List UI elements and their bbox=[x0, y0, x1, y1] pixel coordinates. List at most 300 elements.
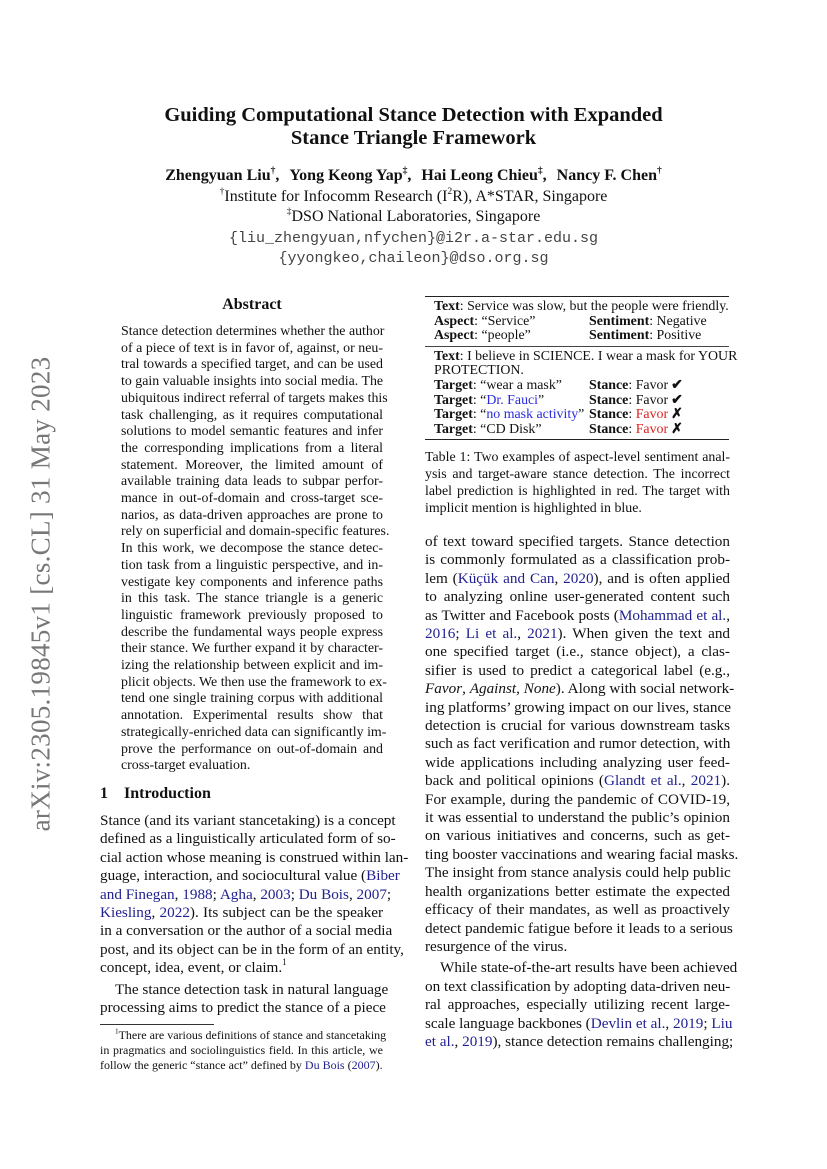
text-value: : I believe in SCIENCE. I wear a mask for YOUR bbox=[459, 348, 738, 364]
sentiment-cell bbox=[589, 315, 707, 330]
text-line bbox=[425, 551, 730, 569]
text-line bbox=[425, 662, 730, 680]
target-cell bbox=[434, 408, 589, 423]
quote: ” bbox=[555, 377, 562, 393]
text-run: in a conversation or the author of a social media bbox=[100, 922, 393, 940]
text-run: health organizations better estimate the expected bbox=[425, 882, 730, 900]
sentiment-label: Sentiment bbox=[589, 328, 650, 344]
author-name: Nancy F. Chen bbox=[556, 167, 657, 184]
text-run: scale language backbones ( bbox=[425, 1014, 591, 1032]
text-line bbox=[425, 735, 730, 753]
text-run: solutions to model semantic features and infer bbox=[121, 424, 383, 440]
text-line bbox=[425, 607, 730, 625]
text-run: ). Its subject can be the speaker bbox=[189, 904, 383, 922]
text-run: resurgence of the virus. bbox=[425, 937, 568, 955]
affiliations bbox=[0, 187, 827, 226]
text-line bbox=[100, 959, 383, 977]
text-run: cial action whose meaning is construed within lan- bbox=[100, 848, 409, 866]
sentiment-value: : Negative bbox=[649, 313, 707, 329]
arxiv-stamp: arXiv:2305.19845v1 [cs.CL] 31 May 2023 bbox=[25, 356, 56, 832]
author bbox=[556, 164, 662, 184]
author-separator: , bbox=[275, 167, 280, 184]
text-run: The stance detection task in natural language bbox=[115, 980, 389, 998]
email-line: {liu_zhengyuan,nfychen}@i2r.a-star.edu.sg bbox=[228, 230, 599, 247]
text-line bbox=[121, 374, 383, 391]
text-run: mance in out-of-domain and cross-target sce- bbox=[121, 491, 383, 507]
text-run: ). bbox=[721, 772, 730, 790]
abstract-body bbox=[121, 324, 390, 775]
text-run: ; bbox=[212, 885, 220, 903]
target-cell bbox=[434, 423, 589, 438]
text-run: concept, idea, event, or claim. bbox=[100, 959, 283, 977]
citation-link[interactable]: 2007 bbox=[351, 1057, 376, 1072]
text-run: Stance detection determines whether the author bbox=[121, 324, 385, 339]
caption-line: Table 1: Two examples of aspect-level sentiment anal- bbox=[425, 450, 730, 466]
introduction-body bbox=[100, 812, 409, 1017]
text-run: detect pandemic fatigue before it leads to a serious bbox=[425, 919, 733, 937]
text-run: annotation. Experimental results show that bbox=[121, 708, 383, 724]
target-value: CD Disk bbox=[486, 421, 536, 437]
aspect-cell bbox=[434, 315, 589, 330]
text-line bbox=[121, 524, 390, 541]
text-run: tral towards a specified target, and can be used bbox=[121, 357, 383, 373]
right-column-body bbox=[425, 532, 739, 1051]
text-run: the corresponding implications from a literal bbox=[121, 440, 383, 456]
stance-cell bbox=[589, 408, 683, 423]
text-run: in pragmatics and sociolinguistics field. In this article, we bbox=[100, 1043, 383, 1058]
text-run: ). Along with social network- bbox=[555, 680, 735, 698]
text-run: in this task. The stance triangle is a generic bbox=[121, 591, 383, 607]
aspect-label: Aspect bbox=[434, 328, 475, 344]
text-line bbox=[121, 424, 383, 441]
text-run: linguistic framework previously proposed to bbox=[121, 607, 383, 623]
target-row bbox=[434, 394, 723, 409]
text-run: plicit objects. We then use the framework to ex- bbox=[121, 674, 387, 690]
aspect-value: : “Service” bbox=[474, 313, 536, 329]
affiliation-text: Institute for Infocomm Research (I bbox=[224, 188, 448, 205]
author-list bbox=[0, 164, 827, 185]
text-line bbox=[425, 625, 730, 643]
title-line: Guiding Computational Stance Detection with Expanded bbox=[164, 104, 663, 126]
cross-icon: ✗ bbox=[671, 421, 683, 437]
citation-link[interactable]: 2021 bbox=[527, 625, 558, 642]
text-run: as Twitter and Facebook posts ( bbox=[425, 606, 619, 624]
section-number: 1 bbox=[100, 785, 108, 802]
paragraph bbox=[100, 980, 389, 1018]
text-line bbox=[425, 845, 739, 864]
text-run: ), and is often applied bbox=[593, 569, 731, 587]
right-column bbox=[425, 296, 739, 1051]
text-line bbox=[425, 533, 730, 551]
affiliation bbox=[0, 207, 827, 227]
text-line bbox=[100, 830, 396, 848]
text-line bbox=[121, 625, 383, 642]
citation-link[interactable]: Liu bbox=[711, 1014, 733, 1032]
caption-line: implicit mention is highlighted in blue. bbox=[425, 501, 642, 517]
text-run: ( bbox=[344, 1057, 352, 1072]
text-line bbox=[121, 541, 383, 558]
target-value: Dr. Fauci bbox=[486, 392, 539, 408]
abstract-heading: Abstract bbox=[222, 296, 282, 313]
quote: ” bbox=[538, 392, 545, 408]
author bbox=[421, 164, 543, 184]
text-run: statement. Moreover, the limited amount of bbox=[121, 457, 383, 473]
superscript: 2 bbox=[447, 185, 453, 197]
footnote-marker: 1 bbox=[282, 957, 287, 968]
text-line bbox=[100, 885, 392, 904]
target-label: Target bbox=[434, 377, 473, 393]
text-run: In this work, we decompose the stance detec- bbox=[121, 541, 383, 557]
target-row bbox=[434, 408, 723, 423]
text-line bbox=[121, 458, 383, 475]
text-line bbox=[121, 742, 383, 759]
text-run: Stance (and its variant stancetaking) is a concept bbox=[100, 812, 396, 829]
text-run: ), stance detection remains challenging; bbox=[492, 1032, 734, 1050]
title-line: Stance Triangle Framework bbox=[290, 127, 537, 149]
stance-cell bbox=[589, 423, 683, 438]
text-line bbox=[100, 922, 393, 940]
text-line bbox=[121, 608, 383, 625]
text-line bbox=[121, 408, 383, 425]
text-run: of text toward specified targets. Stance detection bbox=[425, 532, 730, 550]
example-text bbox=[434, 348, 738, 365]
text-line bbox=[121, 390, 388, 408]
stance-value: Favor bbox=[635, 377, 669, 393]
target-label: Target bbox=[434, 392, 473, 408]
table-1 bbox=[425, 296, 738, 440]
text-line bbox=[425, 959, 738, 977]
affiliation-text: DSO National Laboratories, Singapore bbox=[291, 207, 541, 225]
email-line: {yyongkeo,chaileon}@dso.org.sg bbox=[278, 249, 549, 267]
text-run: , bbox=[681, 772, 691, 790]
citation-link[interactable]: Mohammad et al. bbox=[618, 606, 727, 624]
text-run: izing the relationship between explicit and im- bbox=[121, 658, 383, 674]
stance-value: Favor bbox=[635, 407, 669, 423]
text-line bbox=[425, 883, 730, 901]
text-line bbox=[425, 570, 730, 588]
text-run: , bbox=[174, 885, 183, 903]
checkmark-icon: ✔ bbox=[671, 392, 683, 408]
text-line bbox=[121, 324, 383, 341]
paragraph bbox=[425, 959, 738, 1051]
citation-link[interactable]: 2022 bbox=[159, 904, 190, 922]
target-value: no mask activity bbox=[486, 407, 579, 423]
text-run: , bbox=[554, 569, 564, 587]
affiliation-mark: ‡ bbox=[286, 205, 292, 217]
stance-value: Favor bbox=[635, 421, 669, 437]
citation-link[interactable]: et al. bbox=[425, 1032, 455, 1050]
sentiment-cell bbox=[589, 329, 701, 344]
footnote-divider bbox=[100, 1024, 214, 1025]
example-text-cont: PROTECTION. bbox=[434, 363, 524, 379]
target-cell bbox=[434, 379, 589, 394]
text-run: such as fact verification and rumor detection, with bbox=[425, 735, 731, 753]
text-line bbox=[121, 724, 387, 742]
text-run: to analyzing online user-generated content such bbox=[425, 588, 730, 606]
target-label: Target bbox=[434, 407, 473, 423]
text-run: wide applications including analyzing user feed- bbox=[425, 753, 730, 771]
text-line bbox=[121, 508, 383, 525]
text-line bbox=[425, 772, 730, 790]
text-run: their stance. We further expand it by character- bbox=[121, 641, 383, 657]
text-line bbox=[425, 643, 730, 661]
citation-link[interactable]: 2007 bbox=[356, 885, 387, 903]
stance-label: Stance bbox=[589, 421, 629, 437]
text-line bbox=[121, 357, 383, 374]
author bbox=[165, 164, 276, 184]
citation-link[interactable]: 2019 bbox=[672, 1014, 704, 1032]
example-text bbox=[434, 299, 729, 315]
text-run: ting booster vaccinations and wearing facial masks. bbox=[425, 845, 739, 863]
text-run: , bbox=[517, 625, 528, 642]
paragraph bbox=[121, 324, 390, 775]
paragraph bbox=[425, 532, 739, 956]
section-title: Introduction bbox=[124, 785, 211, 802]
text-run: , bbox=[151, 904, 160, 922]
paragraph bbox=[100, 812, 409, 978]
text-run: cross-target evaluation. bbox=[121, 758, 251, 774]
text-line bbox=[121, 658, 383, 675]
text-run: For example, during the pandemic of COVID-19, bbox=[425, 790, 730, 808]
author-name: Zhengyuan Liu bbox=[165, 167, 271, 184]
italic-text: Favor bbox=[425, 680, 463, 698]
text-line bbox=[100, 867, 400, 885]
text-run: ; bbox=[290, 885, 299, 903]
text-run: While state-of-the-art results have been achieved bbox=[440, 959, 738, 977]
citation-link[interactable]: and Finegan bbox=[100, 885, 175, 903]
text-run: one specified target (i.e., stance object), a clas- bbox=[425, 643, 730, 661]
aspect-row bbox=[434, 315, 723, 330]
text-line bbox=[121, 575, 383, 592]
text-line bbox=[100, 848, 409, 867]
text-run: strategically-enriched data can significantly im- bbox=[121, 724, 387, 740]
sentiment-value: : Positive bbox=[649, 328, 702, 344]
text-line bbox=[121, 491, 383, 508]
target-label: Target bbox=[434, 421, 473, 437]
citation-link[interactable]: Biber bbox=[366, 867, 400, 885]
text-run: , bbox=[665, 1014, 673, 1032]
colon: : bbox=[628, 392, 636, 408]
text-line bbox=[425, 827, 730, 845]
citation-link[interactable]: 2016 bbox=[425, 625, 456, 642]
citation-link[interactable]: 1988 bbox=[182, 885, 213, 903]
aspect-label: Aspect bbox=[434, 313, 475, 329]
text-line bbox=[425, 919, 733, 938]
target-row bbox=[434, 379, 723, 394]
table-caption bbox=[425, 450, 730, 518]
citation-link[interactable]: Devlin et al. bbox=[590, 1014, 666, 1032]
text-label: Text bbox=[434, 299, 460, 314]
text-run: , bbox=[454, 1032, 463, 1050]
citation-link[interactable]: Du Bois bbox=[304, 1057, 345, 1072]
text-line bbox=[100, 940, 404, 959]
aspect-value: : “people” bbox=[474, 328, 531, 344]
text-run: processing aims to predict the stance of a piece bbox=[100, 999, 386, 1017]
citation-link[interactable]: Agha bbox=[219, 885, 253, 903]
target-cell bbox=[434, 394, 589, 409]
author-separator: , bbox=[407, 167, 412, 184]
text-line bbox=[121, 558, 383, 575]
quote: ” bbox=[535, 421, 542, 437]
text-run: post, and its object can be in the form of an entity, bbox=[100, 940, 404, 958]
text-line bbox=[121, 591, 383, 608]
text-line bbox=[425, 680, 735, 698]
quote: : “ bbox=[472, 377, 487, 393]
text-line bbox=[425, 901, 730, 919]
citation-link[interactable]: Li et al. bbox=[465, 625, 518, 642]
colon: : bbox=[628, 407, 636, 423]
author-name: Hai Leong Chieu bbox=[421, 167, 538, 184]
text-run: guage, interaction, and sociocultural value ( bbox=[100, 867, 367, 885]
text-run: describe the fundamental ways people express bbox=[121, 624, 383, 640]
text-run: , bbox=[516, 680, 524, 698]
text-run: lem ( bbox=[425, 569, 458, 587]
aspect-row bbox=[434, 329, 723, 344]
citation-link[interactable]: 2019 bbox=[462, 1032, 493, 1050]
text-run: vestigate key components and inference paths bbox=[121, 574, 383, 590]
affiliation-mark: † bbox=[270, 164, 276, 176]
text-line bbox=[121, 674, 387, 692]
affiliation-mark: † bbox=[656, 164, 662, 176]
citation-link[interactable]: Küçük and Can bbox=[457, 569, 555, 587]
text-line bbox=[425, 1014, 733, 1033]
text-line bbox=[121, 758, 383, 775]
target-rows bbox=[434, 379, 723, 437]
table-example-sentiment bbox=[425, 297, 729, 346]
text-line bbox=[425, 717, 730, 735]
text-run: to gain valuable insights into social media. The bbox=[121, 374, 384, 390]
affiliation-text: R), A*STAR, Singapore bbox=[452, 188, 608, 205]
text-line bbox=[425, 809, 730, 827]
footnote-number: 1 bbox=[115, 1028, 119, 1037]
text-run: , bbox=[726, 606, 730, 624]
text-line bbox=[121, 474, 383, 491]
text-run: ; bbox=[455, 625, 466, 642]
affiliation-mark: ‡ bbox=[402, 164, 408, 176]
text-run: is commonly formulated as a classification prob- bbox=[425, 551, 730, 569]
text-line bbox=[100, 812, 396, 830]
left-column-lower bbox=[100, 784, 409, 1072]
citation-link[interactable]: Du Bois bbox=[298, 885, 349, 903]
author-name: Yong Keong Yap bbox=[289, 167, 403, 184]
text-line bbox=[100, 904, 383, 922]
text-run: on various initiatives and concerns, such as get- bbox=[425, 827, 730, 845]
text-line bbox=[100, 1058, 383, 1073]
text-run: follow the generic “stance act” defined by bbox=[100, 1057, 305, 1072]
text-run: task challenging, as it requires computational bbox=[121, 407, 383, 423]
stance-label: Stance bbox=[589, 377, 629, 393]
text-line bbox=[425, 864, 730, 882]
text-line bbox=[121, 691, 383, 708]
text-line bbox=[425, 938, 730, 956]
text-line bbox=[121, 341, 383, 358]
aspect-cell bbox=[434, 329, 589, 344]
checkmark-icon: ✔ bbox=[671, 377, 683, 393]
text-run: There are various definitions of stance and stancetaking bbox=[118, 1028, 387, 1043]
text-line bbox=[100, 999, 386, 1017]
text-run: of a piece of text is in favor of, against, or neu- bbox=[121, 340, 383, 356]
text-run: tion task from a linguistic perspective, and in- bbox=[121, 557, 383, 573]
quote: : “ bbox=[472, 392, 487, 408]
text-run: detection is crucial for various downstream tasks bbox=[425, 717, 730, 735]
text-run: ; bbox=[703, 1014, 712, 1032]
text-run: , bbox=[348, 885, 357, 903]
emails bbox=[0, 229, 827, 268]
citation-link[interactable]: Kiesling bbox=[100, 904, 152, 922]
text-run: , bbox=[252, 885, 261, 903]
text-run: back and political opinions ( bbox=[425, 772, 604, 790]
text-line bbox=[425, 791, 730, 809]
caption-line: label prediction is highlighted in red. The target with bbox=[425, 484, 730, 500]
text-line bbox=[121, 708, 383, 725]
stance-cell bbox=[589, 379, 683, 394]
table-example-stance bbox=[425, 347, 738, 440]
target-value: wear a mask bbox=[486, 377, 556, 393]
text-run: available training data leads to subpar perfor- bbox=[121, 474, 383, 490]
text-line bbox=[121, 441, 383, 458]
stance-cell bbox=[589, 394, 683, 409]
aspect-rows bbox=[434, 315, 723, 344]
paper-title bbox=[0, 104, 827, 150]
text-line bbox=[121, 641, 383, 658]
text-run: narios, as data-driven approaches are prone to bbox=[121, 507, 383, 523]
quote: : “ bbox=[472, 407, 487, 423]
stance-label: Stance bbox=[589, 407, 629, 423]
text-line bbox=[425, 588, 730, 606]
quote: : “ bbox=[472, 421, 487, 437]
text-line bbox=[425, 978, 730, 996]
cross-icon: ✗ bbox=[671, 407, 683, 423]
text-line bbox=[425, 996, 730, 1014]
text-line bbox=[100, 1043, 383, 1058]
text-run: ing platforms’ growing impact on our lives, stance bbox=[425, 698, 731, 716]
text-line bbox=[425, 754, 730, 772]
affiliation-mark: ‡ bbox=[537, 164, 543, 176]
stance-label: Stance bbox=[589, 392, 629, 408]
citation-link[interactable]: 2003 bbox=[260, 885, 291, 903]
text-run: ubiquitous indirect referral of targets makes this bbox=[121, 390, 388, 406]
author-separator: , bbox=[542, 167, 547, 184]
text-line bbox=[100, 980, 389, 999]
text-run: rely on superficial and domain-specific features. bbox=[121, 524, 390, 540]
text-run: defined as a linguistically articulated form of so- bbox=[100, 830, 396, 848]
text-run: ). When given the text and bbox=[557, 625, 731, 642]
author bbox=[289, 164, 408, 184]
italic-text: Against bbox=[469, 680, 517, 698]
citation-link[interactable]: 2021 bbox=[690, 772, 722, 790]
citation-link[interactable]: Glandt et al. bbox=[603, 772, 682, 790]
text-line bbox=[425, 1032, 734, 1051]
text-run: on text classification by adopting data-driven neu- bbox=[425, 977, 731, 995]
text-run: tend one single training corpus with additional bbox=[121, 691, 383, 707]
caption-line: ysis and target-aware stance detection. The incorrect bbox=[425, 467, 730, 483]
colon: : bbox=[628, 421, 636, 437]
text-run: ). bbox=[375, 1057, 383, 1072]
citation-link[interactable]: 2020 bbox=[563, 569, 594, 587]
text-value: : Service was slow, but the people were friendly. bbox=[459, 299, 729, 314]
text-run: ral approaches, especially utilizing recent large- bbox=[425, 996, 730, 1014]
text-run: it was essential to understand the public’s opinion bbox=[425, 809, 730, 827]
text-run: ; bbox=[386, 885, 392, 903]
affiliation-mark: † bbox=[219, 185, 225, 197]
text-run: prove the performance on out-of-domain and bbox=[121, 741, 383, 757]
text-run: sifier is used to predict a categorical label (e.g., bbox=[425, 661, 730, 679]
text-run: The insight from stance analysis could help public bbox=[425, 864, 731, 882]
sentiment-label: Sentiment bbox=[589, 313, 650, 329]
target-row bbox=[434, 423, 723, 438]
footnote bbox=[100, 1028, 387, 1072]
section-heading-introduction bbox=[100, 784, 383, 804]
